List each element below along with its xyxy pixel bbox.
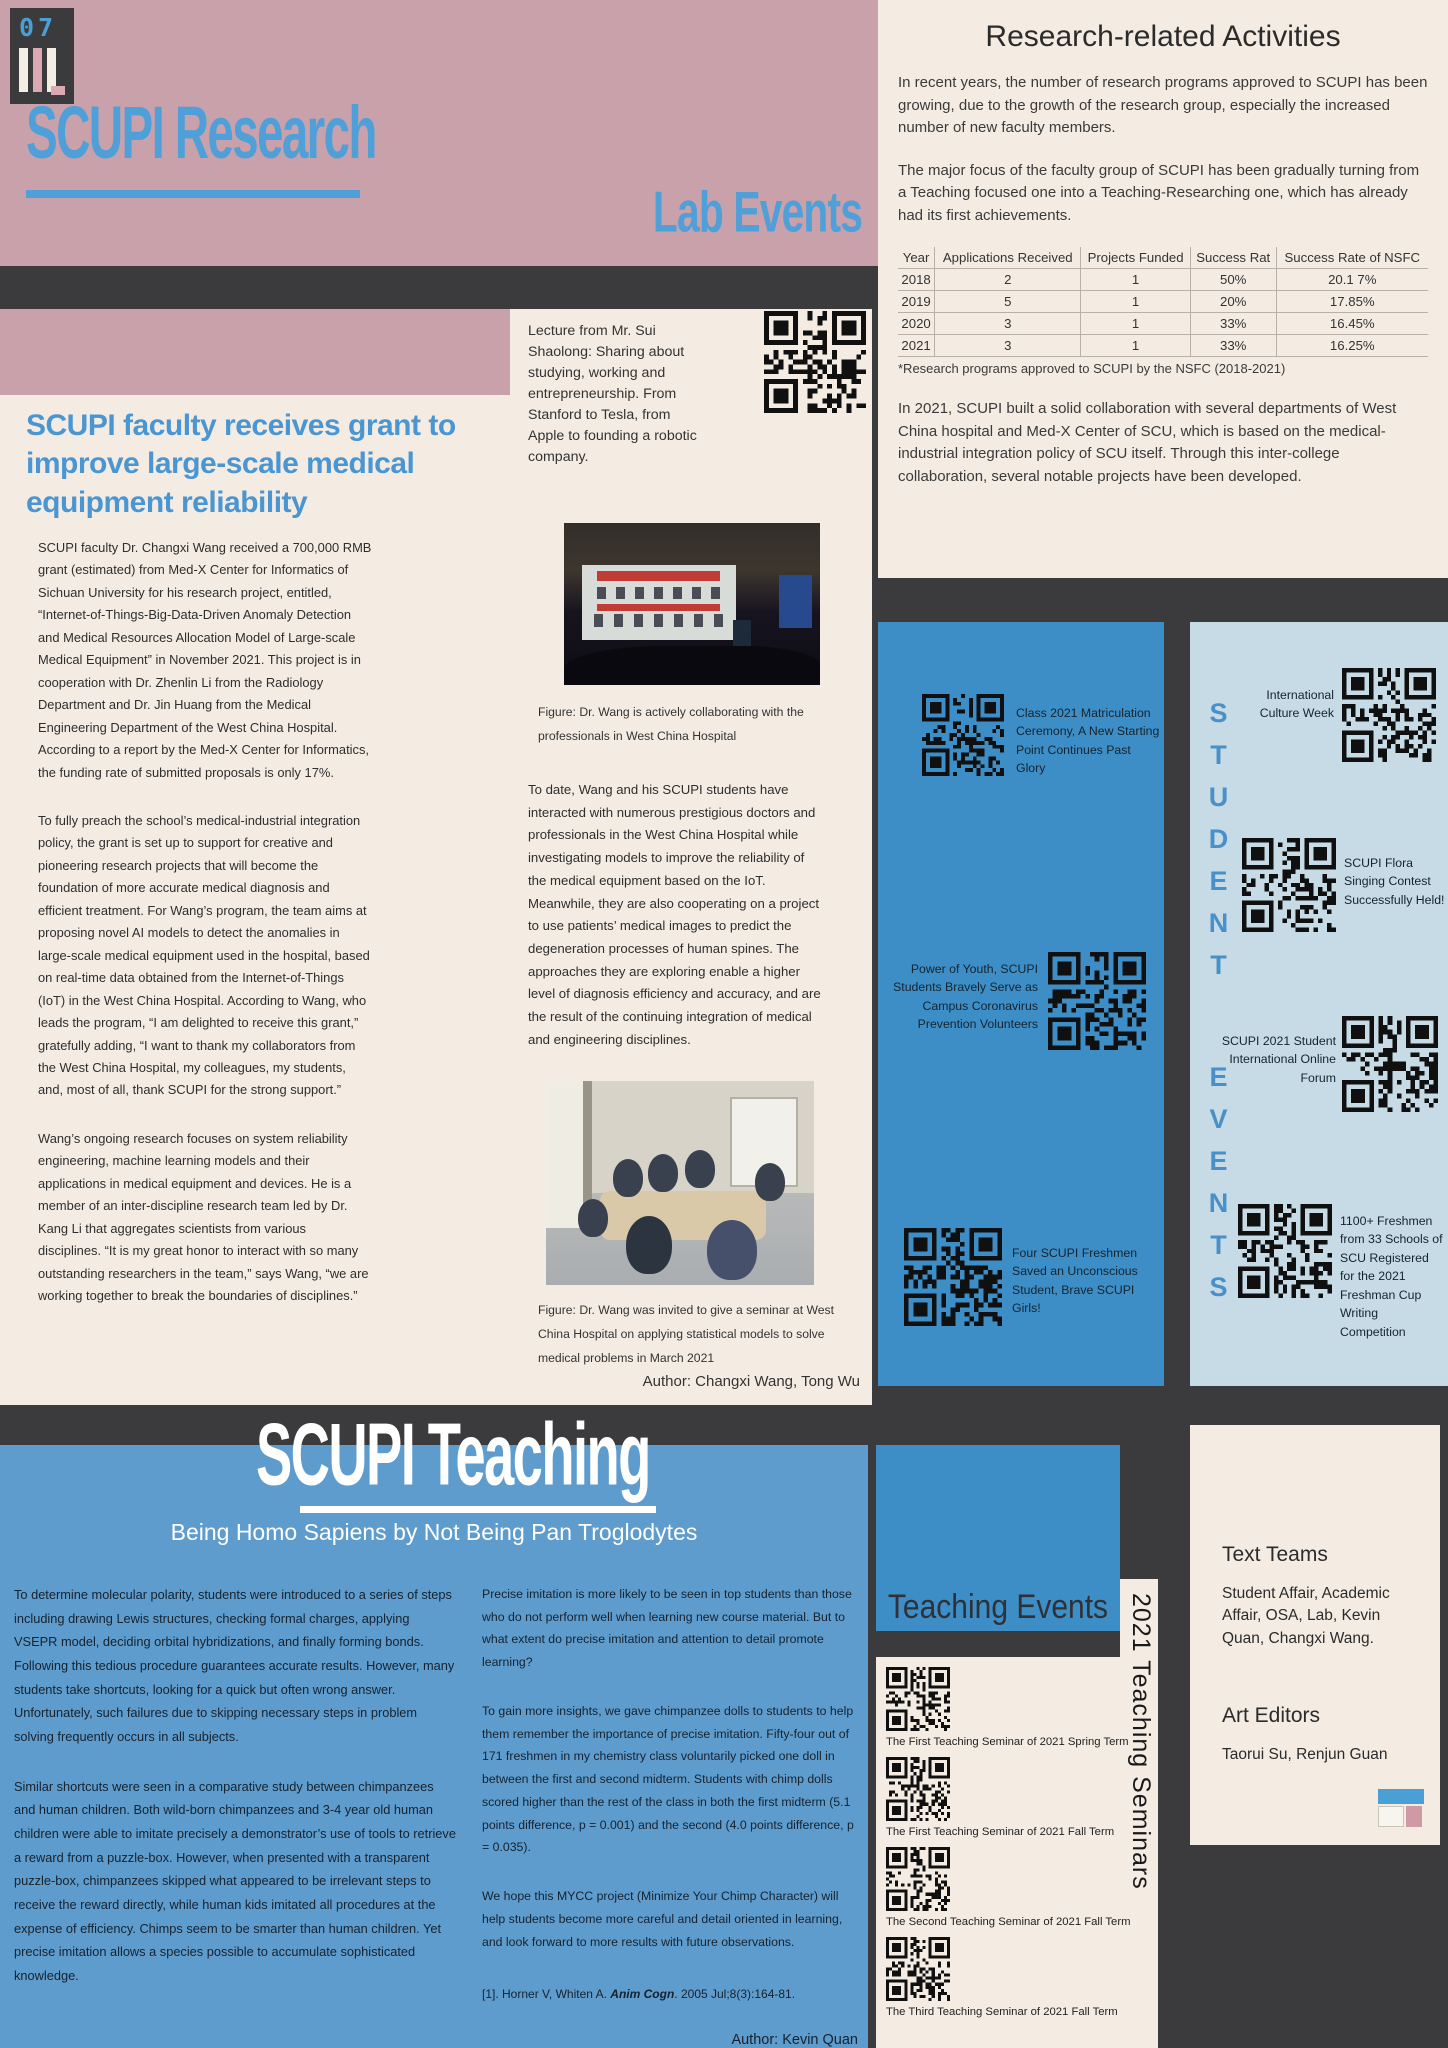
figure-caption-2: Figure: Dr. Wang was invited to give a seminar at West China Hospital on applying statistical models to solve medical problems in March 2021	[538, 1303, 835, 1365]
grant-middle-paragraph: To date, Wang and his SCUPI students have interacted with numerous prestigious doctors and professionals in the West China Hospital while investigating models to improve the reliability of the medical equipment based on the IoT. Meanwhile, they are also cooperating on a project to use patients’ medical images to predict the degeneration processes of human spines. The approaches they are exploring enable a higher level of diagnosis efficiency and accuracy, and are the result of the continuing integration of medical and engineering disciplines.	[528, 782, 821, 1047]
teaching-paragraph-1: To determine molecular polarity, students were introduced to a series of steps including drawing Lewis structures, checking formal charges, applying VSEPR model, deciding orbital hybridizations, and finally forming bonds. Following this tedious procedure guarantees accurate results. However, many students take shortcuts, looking for a quick but often wrong answer. Unfortunately, such failures due to skipping necessary steps in problem solving frequently occurs in all subjects.	[14, 1587, 455, 1745]
research-paragraph-1: In recent years, the number of research programs approved to SCUPI has been growing, due to the growth of the research group, especially the increased number of new faculty members.	[898, 74, 1428, 136]
seminar-qr-code	[886, 1667, 950, 1731]
vertical-student-label: STUDENT	[1203, 698, 1234, 992]
flora-contest-qr-code	[1242, 838, 1336, 932]
table-header: Success Rate of NSFC	[1276, 247, 1428, 269]
student-event-label: Class 2021 Matriculation Ceremony, A New Starting Point Continues Past Glory	[1016, 706, 1160, 776]
student-events-blue-panel	[878, 622, 1164, 1386]
vertical-seminars-label: 2021 Teaching Seminars	[1127, 1593, 1155, 1890]
teaching-reference: [1]. Horner V, Whiten A. Anim Cogn. 2005 Jul;8(3):164-81.	[482, 1987, 796, 2002]
list-item: The Second Teaching Seminar of 2021 Fall Term	[886, 1847, 1131, 1928]
grant-article-left-column	[38, 537, 372, 1334]
pink-divider-strip	[0, 309, 510, 395]
freshmen-rescue-qr-code	[904, 1228, 1002, 1326]
table-row: 2021 3 1 33% 16.25%	[898, 335, 1428, 357]
seminar-qr-code	[886, 1847, 950, 1911]
research-paragraph-2: The major focus of the faculty group of SCUPI has been gradually turning from a Teaching focused one into a Teaching-Researching one, which has already had its first achievements.	[898, 161, 1420, 224]
seminar-qr-code	[886, 1757, 950, 1821]
teaching-right-column	[482, 1583, 858, 2048]
student-events-light-panel	[1190, 622, 1448, 1386]
title-underline	[26, 190, 360, 198]
teaching-events-title: Teaching Events	[887, 1587, 1109, 1626]
matriculation-qr-code	[922, 694, 1004, 776]
grant-article-author: Author: Changxi Wang, Tong Wu	[642, 1373, 860, 1390]
table-row: 2018 2 1 50% 20.1 7%	[898, 269, 1428, 291]
teaching-events-panel	[876, 1445, 1158, 2048]
volunteers-qr-code	[1048, 952, 1146, 1050]
teaching-events-list	[886, 1667, 1131, 2027]
student-event-label: SCUPI 2021 Student International Online Forum	[1221, 1034, 1336, 1085]
list-item: The First Teaching Seminar of 2021 Fall Term	[886, 1757, 1131, 1838]
table-row: 2019 5 1 20% 17.85%	[898, 291, 1428, 313]
text-teams-body: Student Affair, Academic Affair, OSA, Lab, Kevin Quan, Changxi Wang.	[1222, 1585, 1390, 1647]
figure-caption-1: Figure: Dr. Wang is actively collaborating with the professionals in West China Hospital	[538, 705, 804, 743]
grant-article-middle-column	[528, 779, 824, 1077]
table-header: Projects Funded	[1081, 247, 1191, 269]
table-footnote: *Research programs approved to SCUPI by the NSFC (2018-2021)	[898, 361, 1286, 376]
student-event-label: SCUPI Flora Singing Contest Successfully Held!	[1344, 856, 1445, 907]
issue-number: 07	[19, 13, 58, 42]
lecture-note: Lecture from Mr. Sui Shaolong: Sharing about studying, working and entrepreneurship. From Stanford to Tesla, from Apple to founding a robotic company.	[528, 323, 697, 466]
list-item: The First Teaching Seminar of 2021 Spring Term	[886, 1667, 1131, 1748]
table-header: Success Rat	[1190, 247, 1276, 269]
journal-name: Anim Cogn	[610, 1987, 675, 2002]
teaching-panel	[0, 1445, 868, 2048]
photo-wang-seminar	[546, 1081, 814, 1285]
grant-article-panel	[0, 309, 872, 1405]
teaching-left-column	[14, 1583, 456, 2014]
list-item: The Third Teaching Seminar of 2021 Fall Term	[886, 1937, 1131, 2018]
credits-panel	[1190, 1425, 1440, 1845]
scupi-mini-logo-icon	[1378, 1789, 1424, 1829]
art-editors-heading: Art Editors	[1222, 1704, 1321, 1728]
art-editors-body: Taorui Su, Renjun Guan	[1222, 1746, 1388, 1764]
teaching-paragraph-4: To gain more insights, we gave chimpanzee dolls to students to help them remember the importance of precise imitation. Fifty-four out of 171 freshmen in my chemistry class voluntarily picked one doll in between the first and second midterm. Students with chimp dolls scored higher than the rest of the class in both the first midterm (5.1 points difference, p = 0.001) and the second (4.0 points difference, p = 0.035).	[482, 1703, 854, 1855]
student-event-label: 1100+ Freshmen from 33 Schools of SCU Registered for the 2021 Freshman Cup Writing Competition	[1340, 1214, 1443, 1339]
research-activities-panel	[878, 0, 1448, 578]
teaching-article-author: Author: Kevin Quan	[731, 2032, 858, 2048]
student-event-label: International Culture Week	[1259, 688, 1334, 721]
teaching-section-title: SCUPI Teaching	[256, 1405, 650, 1505]
table-row: 2020 3 1 33% 16.45%	[898, 313, 1428, 335]
text-teams-heading: Text Teams	[1222, 1543, 1328, 1566]
photo-wang-collaboration	[564, 523, 820, 685]
seminar-qr-code	[886, 1937, 950, 2001]
online-forum-qr-code	[1342, 1016, 1438, 1112]
newsletter-title: SCUPI Research	[26, 91, 376, 175]
lecture-qr-code	[764, 311, 866, 413]
research-activities-title: Research-related Activities	[985, 20, 1341, 53]
grant-paragraph-3: Wang’s ongoing research focuses on system reliability engineering, machine learning models and their applications in medical equipment and devices. He is a member of an inter-discipline research team led by Dr. Kang Li that aggregates scientists from various disciplines. “It is my great honor to interact with so many outstanding researchers in the team,” says Wang, “we are working together to break the boundaries of disciplines.”	[38, 1130, 369, 1304]
teaching-paragraph-3: Precise imitation is more likely to be seen in top students than those who do not perform well when learning new course material. But to what extent do precise imitation and attention to detail promote learning?	[482, 1587, 852, 1670]
student-event-label: Power of Youth, SCUPI Students Bravely Serve as Campus Coronavirus Prevention Volunteers	[893, 962, 1038, 1032]
grant-paragraph-2: To fully preach the school’s medical-industrial integration policy, the grant is set up to support for creative and pioneering research projects that will become the foundation of more accurate medical diagnosis and efficient treatment. For Wang’s program, the team aims at proposing novel AI models to detect the anomalies in large-scale medical equipment used in the hospital, based on real-time data obtained from the Internet-of-Things (IoT) in the West China Hospital. According to Wang, who leads the program, “I am delighted to receive this grant,” gratefully adding, “I want to thank my collaborators from the West China Hospital, my colleagues, my students, and, most of all, thank SCUPI for the strong support.”	[38, 812, 370, 1098]
grant-article-title: SCUPI faculty receives grant to improve large-scale medical equipment reliability	[26, 409, 456, 519]
teaching-events-divider	[876, 1631, 1120, 1657]
research-paragraph-3: In 2021, SCUPI built a solid collaboration with several departments of West China hospital and Med-X Center of SCU, which is based on the medical-industrial integration policy of SCU itself. Through this inter-college collaboration, several notable projects have been developed.	[898, 400, 1397, 485]
grant-paragraph-1: SCUPI faculty Dr. Changxi Wang received a 700,000 RMB grant (estimated) from Med-X Center for Informatics of Sichuan University for his research project, entitled, “Internet-of-Things-Big-Data-Driven Anomaly Detection and Medical Resources Allocation Model of Large-scale Medical Equipment” in November 2021. This project is in cooperation with Dr. Zhenlin Li from the Radiology Department and Dr. Jin Huang from the Medical Engineering Department of the West China Hospital. According to a report by the Med-X Center for Informatics, the funding rate of submitted proposals is only 17%.	[38, 540, 372, 780]
teaching-paragraph-5: We hope this MYCC project (Minimize Your Chimp Character) will help students become more careful and detail oriented in learning, and look forward to more results with future observations.	[482, 1889, 843, 1949]
student-event-label: Four SCUPI Freshmen Saved an Unconscious Student, Brave SCUPI Girls!	[1012, 1246, 1138, 1316]
teaching-article-title: Being Homo Sapiens by Not Being Pan Troglodytes	[170, 1519, 698, 1545]
nsfc-success-table	[898, 247, 1428, 357]
masthead	[0, 0, 878, 266]
culture-week-qr-code	[1342, 668, 1436, 762]
vertical-events-label: EVENTS	[1203, 1062, 1234, 1314]
logo-bars-icon	[19, 48, 74, 92]
teaching-events-header	[876, 1445, 1120, 1631]
teaching-paragraph-2: Similar shortcuts were seen in a comparative study between chimpanzees and human children. Both wild-born chimpanzees and 3-4 year old human children were able to imitate precisely a demonstrator’s use of tools to retrieve a reward from a puzzle-box. However, when presented with a transparent puzzle-box, chimpanzees skipped what appeared to be irrelevant steps to receive the reward directly, while human kids imitated all procedures at the expense of efficiency. Chimps seem to be smarter than human children. Yet precise imitation allows a species possible to accumulate sophisticated knowledge.	[14, 1778, 456, 1984]
table-header: Applications Received	[935, 247, 1081, 269]
writing-competition-qr-code	[1238, 1204, 1332, 1298]
table-header: Year	[898, 247, 935, 269]
lab-events-heading: Lab Events	[652, 181, 862, 245]
teaching-title-underline	[300, 1506, 656, 1513]
